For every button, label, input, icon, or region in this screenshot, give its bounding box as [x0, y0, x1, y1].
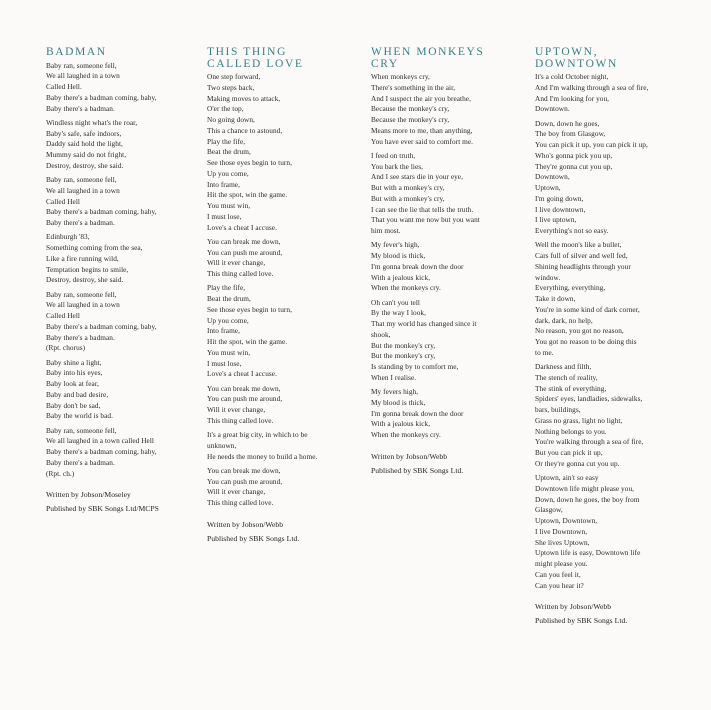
- lyric-line: Downtown life might please you,: [535, 483, 635, 493]
- lyric-line: Will it ever change,: [207, 405, 266, 414]
- lyric-line: When I realise.: [371, 372, 417, 382]
- lyric-line: Uptown life is easy, Downtown life: [535, 548, 641, 558]
- lyric-line: Baby there's a badman.: [46, 457, 115, 467]
- lyric-line: Edinburgh '83,: [46, 232, 90, 242]
- lyric-line: O'er the top,: [207, 104, 244, 114]
- lyric-line: When the monkeys cry.: [371, 430, 441, 439]
- lyric-line: I must lose,: [207, 358, 242, 368]
- lyric-verse: [207, 384, 357, 427]
- lyric-line: Baby there's a badman.: [46, 332, 115, 342]
- lyric-line: Baby and bad desire,: [46, 389, 109, 399]
- lyric-line: Baby shine a light,: [46, 357, 102, 367]
- lyric-verse: [46, 232, 198, 286]
- song-column-badman: [46, 47, 198, 516]
- lyric-line: He needs the money to build a home.: [207, 451, 318, 461]
- lyric-line: Baby the world is bad.: [46, 411, 113, 421]
- lyric-verse: [535, 362, 695, 470]
- song-title: [535, 47, 695, 70]
- lyric-line: Downtown,: [535, 172, 570, 182]
- lyric-line: Downtown.: [535, 104, 570, 114]
- lyric-line: Glasgow,: [535, 505, 563, 515]
- lyric-line: Down, down he goes,: [535, 118, 600, 128]
- lyric-verse: [207, 283, 357, 380]
- lyric-line: Hit the spot, win the game.: [207, 190, 288, 200]
- lyric-line: Down, down he goes, the boy from: [535, 494, 640, 504]
- lyric-line: When monkeys cry,: [371, 72, 430, 81]
- lyric-line: Uptown,: [535, 183, 561, 192]
- lyric-line: Shining headlights through your: [535, 261, 631, 271]
- lyric-line: You can break me down,: [207, 383, 281, 393]
- lyric-line: Everything's not so easy.: [535, 226, 609, 235]
- lyric-verse: [207, 72, 357, 233]
- lyric-line: I must lose,: [207, 211, 242, 221]
- lyric-line: You have ever said to comfort me.: [371, 136, 474, 146]
- lyric-line: That my world has changed since it: [371, 319, 477, 328]
- lyric-line: I live downtown,: [535, 204, 586, 214]
- lyric-line: Called Hell: [46, 311, 80, 320]
- lyric-line: You can push me around,: [207, 394, 283, 404]
- lyric-line: This thing called love.: [207, 415, 274, 425]
- song-credits: [535, 600, 695, 628]
- song-title: [207, 47, 357, 70]
- lyric-line: She lives Uptown,: [535, 537, 590, 547]
- lyric-line: This thing called love.: [207, 269, 274, 278]
- lyric-verse: [535, 119, 695, 237]
- lyric-line: Everything, everything,: [535, 283, 606, 293]
- lyric-line: You must win,: [207, 201, 251, 210]
- lyric-line: Nothing belongs to you.: [535, 426, 607, 436]
- lyric-line: Something coming from the sea,: [46, 243, 143, 252]
- lyric-line: With a jealous kick,: [371, 272, 431, 282]
- lyric-line: And I'm walking through a sea of fire,: [535, 82, 649, 92]
- lyric-line: Because the monkey's cry,: [371, 115, 450, 124]
- publisher-credit: Published by SBK Songs Ltd/MCPS: [46, 504, 159, 514]
- lyric-line: I live Downtown,: [535, 526, 588, 536]
- song-credits: [207, 518, 357, 546]
- lyric-verse: [371, 151, 521, 237]
- lyric-line: Can you feel it,: [535, 569, 581, 579]
- lyric-line: We all laughed in a town: [46, 71, 120, 81]
- song-column-uptown-downtown: [535, 47, 695, 628]
- lyric-line: That you want me now but you want: [371, 215, 480, 225]
- lyric-line: Can you hear it?: [535, 580, 584, 590]
- lyric-line: Baby ran, someone fell,: [46, 425, 117, 435]
- song-title-line: THIS THING: [207, 46, 287, 58]
- lyric-verse: [46, 358, 198, 423]
- lyric-verse: [207, 466, 357, 509]
- lyric-line: Temptation begins to smile,: [46, 264, 129, 274]
- lyric-line: I feed on truth,: [371, 150, 416, 160]
- lyric-line: Like a fire running wild,: [46, 253, 119, 263]
- lyric-line: Windless night what's the roar,: [46, 117, 138, 127]
- lyric-verse: [371, 387, 521, 441]
- lyric-line: Well the moon's like a bullet,: [535, 240, 622, 250]
- lyric-line: Up you come,: [207, 315, 249, 325]
- lyric-line: This a chance to astound,: [207, 125, 283, 135]
- lyric-line: My blood is thick,: [371, 397, 426, 407]
- song-column-when-monkeys-cry: [371, 47, 521, 478]
- lyric-verse: [371, 298, 521, 384]
- song-title-line: DOWNTOWN: [535, 57, 618, 70]
- songwriter-credit: Written by Jobson/Webb: [535, 602, 612, 612]
- lyric-line: to me.: [535, 347, 554, 357]
- lyric-verse: [535, 473, 695, 591]
- lyric-line: I'm gonna break down the door: [371, 408, 464, 418]
- lyric-line: You must win,: [207, 347, 251, 357]
- lyric-verse: [46, 118, 198, 172]
- lyric-line: I can see the lie that tells the truth.: [371, 204, 474, 214]
- lyric-line: Baby there's a badman.: [46, 218, 115, 227]
- lyric-line: We all laughed in a town: [46, 300, 120, 310]
- lyric-verse: [46, 426, 198, 480]
- lyric-line: Baby there's a badman coming, baby,: [46, 447, 157, 456]
- lyric-line: With a jealous kick,: [371, 419, 431, 429]
- song-column-this-thing-called-love: [207, 47, 357, 546]
- lyric-line: By the way I look,: [371, 308, 427, 318]
- lyric-line: One step forward,: [207, 72, 261, 81]
- lyric-line: Baby there's a badman.: [46, 103, 115, 113]
- lyric-line: You can break me down,: [207, 236, 281, 246]
- publisher-credit: Published by SBK Songs Ltd.: [207, 533, 300, 543]
- lyric-line: It's a cold October night,: [535, 72, 609, 81]
- lyric-line: Play the fife,: [207, 283, 246, 293]
- lyric-line: And I'm looking for you,: [535, 93, 610, 103]
- lyric-verse: [371, 72, 521, 147]
- song-title: [46, 47, 198, 59]
- lyric-verse: [46, 290, 198, 355]
- lyric-line: But the monkey's cry,: [371, 351, 436, 361]
- lyric-line: Hit the spot, win the game.: [207, 337, 288, 346]
- lyric-line: Called Hell: [46, 196, 80, 206]
- lyric-line: The stink of everything,: [535, 383, 607, 393]
- lyric-line: Is standing by to comfort me,: [371, 362, 459, 371]
- lyric-line: No going down,: [207, 115, 255, 124]
- lyric-line: The boy from Glasgow,: [535, 129, 606, 139]
- lyric-line: Baby ran, someone fell,: [46, 175, 117, 184]
- lyric-line: Take it down,: [535, 294, 576, 303]
- lyric-line: Beat the drum,: [207, 147, 251, 157]
- lyric-line: And I suspect the air you breathe,: [371, 93, 471, 103]
- songwriter-credit: Written by Jobson/Moseley: [46, 490, 131, 500]
- lyric-line: Baby into his eyes,: [46, 368, 103, 378]
- lyric-verse: [46, 61, 198, 115]
- lyric-line: Baby's safe, safe indoors,: [46, 128, 122, 138]
- lyric-line: Baby there's a badman coming, baby,: [46, 92, 157, 102]
- lyric-line: Two steps back,: [207, 82, 255, 92]
- lyric-line: Cars full of silver and well fed,: [535, 251, 628, 260]
- lyric-line: Destroy, destroy, she said.: [46, 160, 124, 170]
- lyric-verse: [207, 430, 357, 462]
- lyric-line: Grass no grass, light no light,: [535, 415, 623, 425]
- lyric-line: They're gonna cut you up,: [535, 161, 613, 171]
- songwriter-credit: Written by Jobson/Webb: [371, 451, 448, 461]
- lyric-line: Darkness and filth,: [535, 362, 592, 371]
- lyric-line: You're in some kind of dark corner,: [535, 304, 640, 314]
- lyric-line: Into frame,: [207, 326, 240, 336]
- lyric-verse: [535, 72, 695, 115]
- lyric-line: (Rpt. ch.): [46, 468, 75, 478]
- publisher-credit: Published by SBK Songs Ltd.: [371, 465, 464, 475]
- lyric-line: dark, dark, no help,: [535, 315, 593, 325]
- lyric-line: Play the fife,: [207, 136, 246, 146]
- lyric-line: But with a monkey's cry,: [371, 183, 445, 192]
- lyric-line: You can pick it up, you can pick it up,: [535, 140, 648, 149]
- lyric-line: I'm gonna break down the door: [371, 261, 464, 271]
- lyric-line: window.: [535, 272, 561, 282]
- song-title-line: BADMAN: [46, 46, 107, 58]
- lyric-line: Baby there's a badman coming, baby,: [46, 207, 157, 217]
- song-title-line: CRY: [371, 57, 399, 70]
- lyric-verse: [207, 237, 357, 280]
- lyric-line: Love's a cheat I accuse.: [207, 369, 277, 379]
- song-title-line: UPTOWN,: [535, 46, 599, 58]
- lyric-line: might please you.: [535, 559, 588, 568]
- song-title-line: CALLED LOVE: [207, 57, 304, 70]
- lyric-line: And I see stars die in your eye,: [371, 172, 463, 182]
- lyric-line: Means more to me, than anything,: [371, 125, 473, 135]
- lyric-line: We all laughed in a town called Hell: [46, 436, 154, 446]
- song-title: [371, 47, 521, 70]
- lyric-line: Making moves to attack,: [207, 93, 281, 103]
- lyric-line: Baby ran, someone fell,: [46, 289, 117, 299]
- lyric-line: Mummy said do not fright,: [46, 150, 127, 159]
- lyric-line: Spiders' eyes, landladies, sidewalks,: [535, 394, 643, 404]
- lyric-line: This thing called love.: [207, 498, 274, 507]
- lyric-line: I live uptown,: [535, 215, 577, 225]
- song-credits: [371, 450, 521, 478]
- lyric-line: (Rpt. chorus): [46, 343, 86, 353]
- lyric-line: But you can pick it up,: [535, 448, 603, 457]
- lyric-line: Who's gonna pick you up,: [535, 150, 613, 160]
- song-credits: [46, 488, 198, 516]
- lyric-line: shook,: [371, 329, 391, 339]
- lyric-line: You can break me down,: [207, 465, 281, 475]
- lyric-line: But with a monkey's cry,: [371, 193, 445, 203]
- lyric-line: You got no reason to be doing this: [535, 337, 637, 346]
- lyric-line: unknown,: [207, 440, 237, 450]
- lyric-line: Uptown, Downtown,: [535, 516, 598, 525]
- lyric-line: When the monkeys cry.: [371, 283, 441, 293]
- lyric-line: Baby there's a badman coming, baby,: [46, 321, 157, 331]
- song-title-line: WHEN MONKEYS: [371, 46, 485, 58]
- lyric-line: The stench of reality,: [535, 372, 598, 382]
- lyric-line: See those eyes begin to turn,: [207, 158, 292, 167]
- lyric-line: You're walking through a sea of fire,: [535, 437, 644, 447]
- lyric-line: You can push me around,: [207, 476, 283, 486]
- lyric-line: Baby look at fear,: [46, 379, 99, 388]
- lyric-line: Beat the drum,: [207, 294, 251, 303]
- lyric-line: You can push me around,: [207, 247, 283, 257]
- lyric-line: Up you come,: [207, 168, 249, 178]
- lyric-line: No reason, you got no reason,: [535, 326, 624, 336]
- lyric-line: him most.: [371, 226, 401, 235]
- lyric-line: Because the monkey's cry,: [371, 104, 450, 114]
- lyric-line: But the monkey's cry,: [371, 340, 436, 350]
- lyric-line: My fevers high,: [371, 387, 419, 396]
- lyric-line: Will it ever change,: [207, 258, 266, 268]
- lyric-line: Or they're gonna cut you up.: [535, 458, 620, 468]
- lyric-line: My fever's high,: [371, 240, 420, 250]
- lyric-verse: [371, 240, 521, 294]
- lyric-line: Love's a cheat I accuse.: [207, 222, 277, 232]
- lyric-line: Daddy said hold the light,: [46, 139, 123, 149]
- songwriter-credit: Written by Jobson/Webb: [207, 519, 284, 529]
- lyric-line: There's something in the air,: [371, 82, 456, 92]
- lyric-verse: [46, 175, 198, 229]
- lyric-line: Baby ran, someone fell,: [46, 60, 117, 70]
- lyric-line: Baby don't be sad,: [46, 400, 101, 410]
- lyric-line: I'm going down,: [535, 193, 584, 203]
- publisher-credit: Published by SBK Songs Ltd.: [535, 616, 628, 626]
- lyric-line: Destroy, destroy, she said.: [46, 275, 124, 285]
- lyric-line: You bark the lies,: [371, 161, 424, 171]
- lyric-line: Called Hell.: [46, 82, 82, 91]
- lyric-line: It's a great big city, in which to be: [207, 430, 308, 439]
- lyric-line: Oh can't you tell: [371, 297, 420, 307]
- lyric-verse: [535, 240, 695, 358]
- lyric-line: Into frame,: [207, 179, 240, 189]
- lyric-line: My blood is thick,: [371, 251, 426, 260]
- lyric-line: bars, buildings,: [535, 405, 581, 414]
- lyric-line: We all laughed in a town: [46, 185, 120, 195]
- lyric-line: Uptown, ain't so easy: [535, 473, 599, 482]
- lyric-line: Will it ever change,: [207, 487, 266, 497]
- lyric-line: See those eyes begin to turn,: [207, 304, 292, 314]
